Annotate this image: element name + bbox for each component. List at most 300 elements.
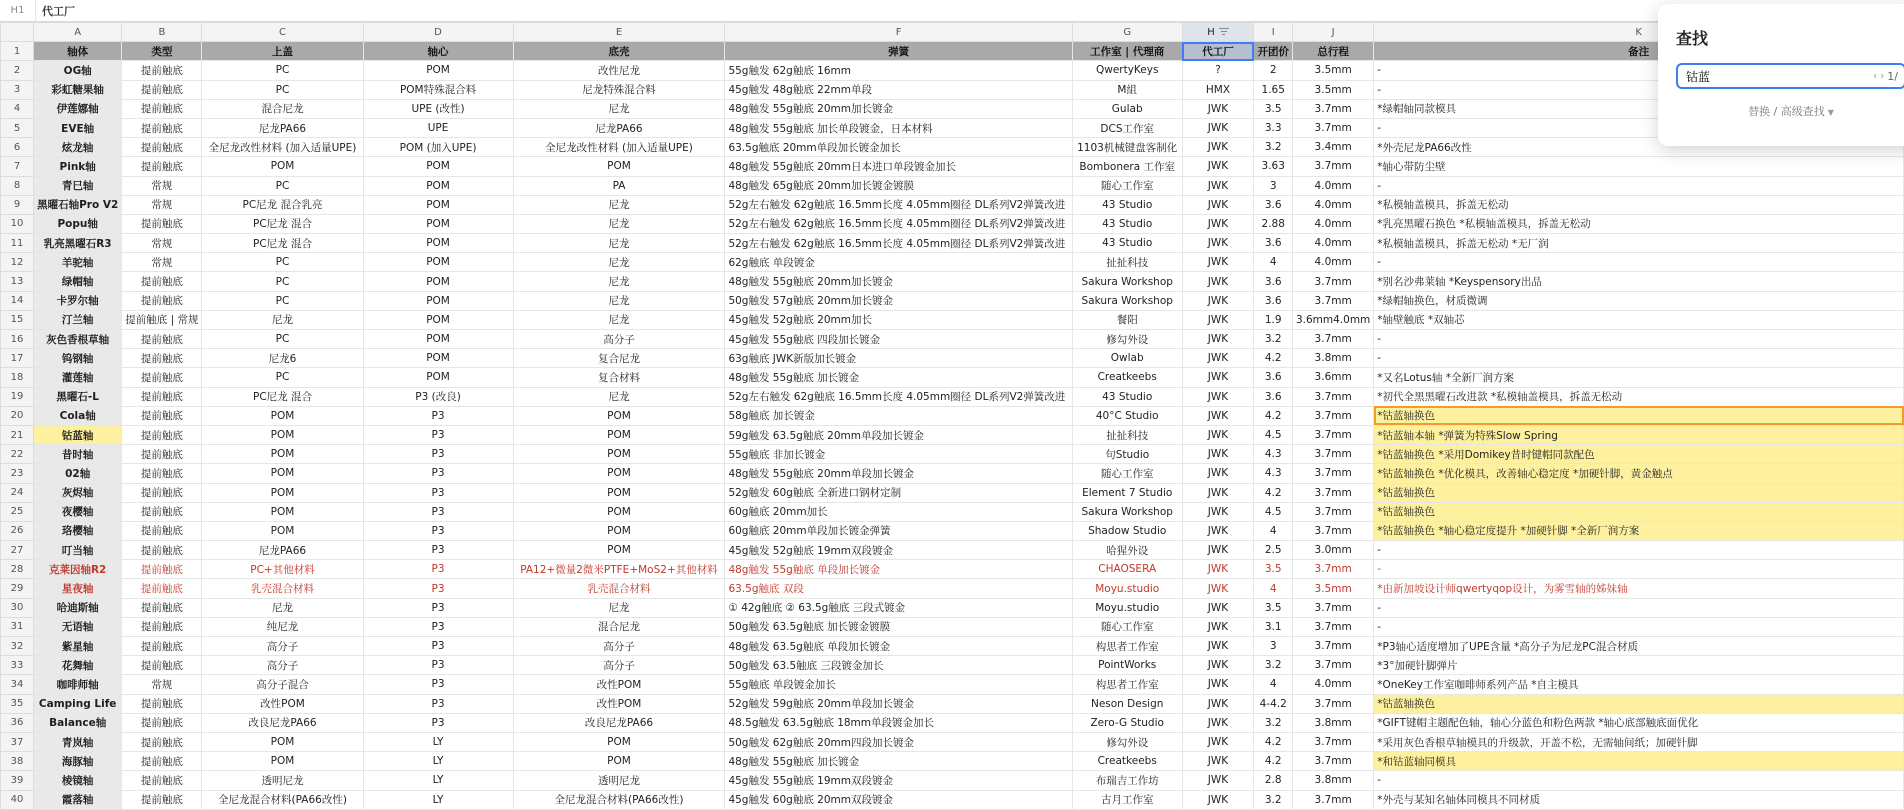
cell-e[interactable]: 尼龙 <box>513 234 725 253</box>
cell-k[interactable]: - <box>1374 61 1904 80</box>
cell-b[interactable]: 提前触底 <box>122 637 202 656</box>
cell-b[interactable]: 提前触底 <box>122 118 202 137</box>
row-number[interactable]: 11 <box>1 234 34 253</box>
cell-i[interactable]: 4.2 <box>1254 483 1293 502</box>
cell-b[interactable]: 提前触底 <box>122 732 202 751</box>
cell-k[interactable]: *钴蓝轴换色 *轴心稳定度提升 *加硬针脚 *全新厂润方案 <box>1374 521 1904 540</box>
cell-h[interactable]: JWK <box>1182 195 1254 214</box>
cell-i[interactable]: 3.63 <box>1254 157 1293 176</box>
cell-h[interactable]: JWK <box>1182 138 1254 157</box>
cell-f[interactable]: 63.5g触底 双段 <box>725 579 1072 598</box>
cell-i[interactable]: 4 <box>1254 579 1293 598</box>
cell-b[interactable]: 提前触底 <box>122 771 202 790</box>
cell-i[interactable]: 4.2 <box>1254 752 1293 771</box>
row-number[interactable]: 10 <box>1 214 34 233</box>
cell-a[interactable]: 彩虹糖果轴 <box>34 80 122 99</box>
cell-g[interactable]: Neson Design <box>1072 694 1182 713</box>
column-header-h[interactable] <box>1182 23 1254 42</box>
cell-a[interactable]: 昔时轴 <box>34 445 122 464</box>
cell-g[interactable]: 修勾外设 <box>1072 330 1182 349</box>
cell-j[interactable]: 3.7mm <box>1292 272 1373 291</box>
cell-c[interactable]: 高分子 <box>202 637 363 656</box>
cell-b[interactable]: 提前触底 <box>122 790 202 809</box>
cell-c[interactable]: PC尼龙 混合 <box>202 214 363 233</box>
cell-h[interactable]: JWK <box>1182 234 1254 253</box>
cell-e[interactable]: 改良尼龙PA66 <box>513 713 725 732</box>
cell-e[interactable]: 高分子 <box>513 656 725 675</box>
cell-f[interactable]: 45g触发 52g触底 20mm加长 <box>725 310 1072 329</box>
cell-b[interactable]: 提前触底 <box>122 214 202 233</box>
cell-c[interactable]: PC <box>202 368 363 387</box>
cell-c[interactable]: 透明尼龙 <box>202 771 363 790</box>
cell-a[interactable]: OG轴 <box>34 61 122 80</box>
cell-j[interactable]: 3.7mm <box>1292 330 1373 349</box>
row-number[interactable]: 6 <box>1 138 34 157</box>
cell-g[interactable]: QwertyKeys <box>1072 61 1182 80</box>
cell-i[interactable]: 4.5 <box>1254 425 1293 444</box>
cell-k[interactable]: *轴壁触底 *双轴芯 <box>1374 310 1904 329</box>
cell-a[interactable]: 轴体 <box>34 42 122 61</box>
cell-b[interactable]: 提前触底 <box>122 541 202 560</box>
cell-h[interactable]: JWK <box>1182 464 1254 483</box>
formula-value[interactable]: 代工厂 <box>42 4 75 18</box>
cell-h[interactable]: JWK <box>1182 656 1254 675</box>
cell-i[interactable]: 4 <box>1254 521 1293 540</box>
cell-c[interactable]: PC <box>202 272 363 291</box>
cell-d[interactable]: P3 <box>363 521 513 540</box>
cell-b[interactable]: 提前触底 <box>122 80 202 99</box>
cell-i[interactable]: 4.3 <box>1254 445 1293 464</box>
cell-c[interactable]: PC+其他材料 <box>202 560 363 579</box>
cell-d[interactable]: POM <box>363 291 513 310</box>
cell-h[interactable]: JWK <box>1182 598 1254 617</box>
column-header-i[interactable] <box>1254 23 1293 42</box>
cell-e[interactable]: POM <box>513 752 725 771</box>
cell-b[interactable]: 提前触底 <box>122 138 202 157</box>
cell-c[interactable]: POM <box>202 425 363 444</box>
cell-h[interactable]: JWK <box>1182 176 1254 195</box>
cell-e[interactable]: POM <box>513 502 725 521</box>
row-number[interactable]: 29 <box>1 579 34 598</box>
cell-i[interactable]: 4.3 <box>1254 464 1293 483</box>
cell-c[interactable]: POM <box>202 483 363 502</box>
cell-i[interactable]: 4 <box>1254 253 1293 272</box>
cell-c[interactable]: 全尼龙混合材料(PA66改性) <box>202 790 363 809</box>
cell-c[interactable]: 尼龙 <box>202 310 363 329</box>
cell-c[interactable]: PC <box>202 80 363 99</box>
cell-c[interactable]: POM <box>202 732 363 751</box>
cell-f[interactable]: 55g触发 62g触底 16mm <box>725 61 1072 80</box>
cell-h[interactable]: JWK <box>1182 752 1254 771</box>
cell-g[interactable]: 1103机械键盘客制化 <box>1072 138 1182 157</box>
cell-i[interactable]: 2.88 <box>1254 214 1293 233</box>
cell-c[interactable]: POM <box>202 502 363 521</box>
cell-a[interactable]: 伊莲娜轴 <box>34 99 122 118</box>
cell-i[interactable]: 3.6 <box>1254 387 1293 406</box>
cell-g[interactable]: Creatkeebs <box>1072 368 1182 387</box>
cell-a[interactable]: 无语轴 <box>34 617 122 636</box>
cell-k[interactable]: - <box>1374 771 1904 790</box>
cell-k[interactable]: - <box>1374 118 1904 137</box>
cell-i[interactable]: 4.2 <box>1254 732 1293 751</box>
cell-g[interactable]: Shadow Studio <box>1072 521 1182 540</box>
cell-j[interactable]: 4.0mm <box>1292 195 1373 214</box>
cell-f[interactable]: ① 42g触底 ② 63.5g触底 三段式镀金 <box>725 598 1072 617</box>
cell-e[interactable]: 尼龙特殊混合料 <box>513 80 725 99</box>
column-header-c[interactable] <box>202 23 363 42</box>
cell-a[interactable]: 青岚轴 <box>34 732 122 751</box>
cell-d[interactable]: P3 <box>363 483 513 502</box>
cell-k[interactable]: - <box>1374 541 1904 560</box>
cell-k[interactable]: *钴蓝轴换色 <box>1374 694 1904 713</box>
cell-h[interactable]: JWK <box>1182 579 1254 598</box>
cell-k[interactable]: - <box>1374 330 1904 349</box>
cell-e[interactable]: PA12+微量2微米PTFE+MoS2+其他材料 <box>513 560 725 579</box>
row-number[interactable]: 24 <box>1 483 34 502</box>
cell-d[interactable]: POM <box>363 272 513 291</box>
cell-a[interactable]: 珞樱轴 <box>34 521 122 540</box>
cell-a[interactable]: 青巳轴 <box>34 176 122 195</box>
cell-k[interactable]: *由新加坡设计师qwertyqop设计，为雾雪轴的姊妹轴 <box>1374 579 1904 598</box>
cell-k[interactable]: *绿帽轴同款模具 <box>1374 99 1904 118</box>
cell-i[interactable]: 3.5 <box>1254 99 1293 118</box>
cell-a[interactable]: Cola轴 <box>34 406 122 425</box>
cell-k[interactable]: - <box>1374 80 1904 99</box>
cell-h[interactable]: JWK <box>1182 790 1254 809</box>
cell-c[interactable]: 尼龙PA66 <box>202 541 363 560</box>
cell-h[interactable]: 代工厂 <box>1182 42 1254 61</box>
cell-j[interactable]: 4.0mm <box>1292 176 1373 195</box>
cell-k[interactable]: 备注 <box>1374 42 1904 61</box>
row-number[interactable]: 20 <box>1 406 34 425</box>
cell-f[interactable]: 60g触底 20mm单段加长镀金弹簧 <box>725 521 1072 540</box>
cell-g[interactable]: Creatkeebs <box>1072 752 1182 771</box>
cell-h[interactable]: JWK <box>1182 330 1254 349</box>
cell-a[interactable]: Popu轴 <box>34 214 122 233</box>
cell-f[interactable]: 52g左右触发 62g触底 16.5mm长度 4.05mm圈径 DL系列V2弹簧改进 <box>725 195 1072 214</box>
cell-i[interactable]: 4.2 <box>1254 349 1293 368</box>
cell-g[interactable]: Bombonera 工作室 <box>1072 157 1182 176</box>
cell-h[interactable]: HMX <box>1182 80 1254 99</box>
cell-g[interactable]: 修勾外设 <box>1072 732 1182 751</box>
find-field[interactable] <box>1676 63 1904 89</box>
cell-g[interactable]: Moyu.studio <box>1072 579 1182 598</box>
cell-g[interactable]: 扯扯科技 <box>1072 425 1182 444</box>
row-number[interactable]: 38 <box>1 752 34 771</box>
cell-h[interactable]: JWK <box>1182 387 1254 406</box>
cell-b[interactable]: 提前触底 <box>122 560 202 579</box>
cell-e[interactable]: 尼龙 <box>513 310 725 329</box>
cell-d[interactable]: P3 (改良) <box>363 387 513 406</box>
cell-f[interactable]: 48g触发 65g触底 20mm加长镀金镀膜 <box>725 176 1072 195</box>
cell-h[interactable]: JWK <box>1182 310 1254 329</box>
cell-f[interactable]: 63g触底 JWK新版加长镀金 <box>725 349 1072 368</box>
column-header-g[interactable] <box>1072 23 1182 42</box>
cell-g[interactable]: 扯扯科技 <box>1072 253 1182 272</box>
cell-j[interactable]: 3.5mm <box>1292 579 1373 598</box>
cell-e[interactable]: 全尼龙改性材料 (加入适量UPE) <box>513 138 725 157</box>
cell-c[interactable]: PC尼龙 混合 <box>202 387 363 406</box>
cell-c[interactable]: POM <box>202 157 363 176</box>
cell-k[interactable]: - <box>1374 176 1904 195</box>
cell-e[interactable]: 全尼龙混合材料(PA66改性) <box>513 790 725 809</box>
row-number[interactable]: 4 <box>1 99 34 118</box>
row-number[interactable]: 17 <box>1 349 34 368</box>
cell-f[interactable]: 50g触发 63.5触底 三段镀金加长 <box>725 656 1072 675</box>
cell-f[interactable]: 52g左右触发 62g触底 16.5mm长度 4.05mm圈径 DL系列V2弹簧改进 <box>725 234 1072 253</box>
row-number[interactable]: 35 <box>1 694 34 713</box>
cell-g[interactable]: 哈猩外设 <box>1072 541 1182 560</box>
cell-j[interactable]: 3.7mm <box>1292 99 1373 118</box>
cell-b[interactable]: 常规 <box>122 176 202 195</box>
cell-b[interactable]: 类型 <box>122 42 202 61</box>
cell-h[interactable]: JWK <box>1182 771 1254 790</box>
cell-f[interactable]: 48g触发 55g触底 20mm加长镀金 <box>725 272 1072 291</box>
cell-j[interactable]: 3.7mm <box>1292 118 1373 137</box>
cell-d[interactable]: P3 <box>363 713 513 732</box>
cell-d[interactable]: UPE (改性) <box>363 99 513 118</box>
cell-k[interactable]: *钴蓝轴换色 <box>1374 483 1904 502</box>
row-number[interactable]: 36 <box>1 713 34 732</box>
cell-a[interactable]: 叮当轴 <box>34 541 122 560</box>
cell-c[interactable]: POM <box>202 464 363 483</box>
row-number[interactable]: 39 <box>1 771 34 790</box>
cell-a[interactable]: 炫龙轴 <box>34 138 122 157</box>
row-number[interactable]: 27 <box>1 541 34 560</box>
cell-i[interactable]: 2 <box>1254 61 1293 80</box>
row-number[interactable]: 21 <box>1 425 34 444</box>
cell-e[interactable]: 高分子 <box>513 330 725 349</box>
cell-f[interactable]: 45g触发 52g触底 19mm双段镀金 <box>725 541 1072 560</box>
cell-i[interactable]: 2.8 <box>1254 771 1293 790</box>
cell-j[interactable]: 3.7mm <box>1292 291 1373 310</box>
cell-j[interactable]: 3.7mm <box>1292 637 1373 656</box>
cell-reference[interactable]: H1 <box>0 0 36 21</box>
cell-k[interactable]: *外壳尼龙PA66改性 <box>1374 138 1904 157</box>
cell-f[interactable]: 48g触发 55g触底 加长镀金 <box>725 368 1072 387</box>
cell-e[interactable]: 复合尼龙 <box>513 349 725 368</box>
cell-g[interactable]: 40°C Studio <box>1072 406 1182 425</box>
cell-c[interactable]: 尼龙 <box>202 598 363 617</box>
cell-k[interactable]: *钴蓝轴换色 <box>1374 502 1904 521</box>
cell-i[interactable]: 开团价 <box>1254 42 1293 61</box>
cell-d[interactable]: P3 <box>363 445 513 464</box>
cell-b[interactable]: 提前触底 <box>122 61 202 80</box>
formula-bar[interactable] <box>0 0 1904 22</box>
row-number[interactable]: 30 <box>1 598 34 617</box>
cell-a[interactable]: 羊驼轴 <box>34 253 122 272</box>
cell-i[interactable]: 3.2 <box>1254 713 1293 732</box>
cell-f[interactable]: 55g触底 单段镀金加长 <box>725 675 1072 694</box>
cell-i[interactable]: 4-4.2 <box>1254 694 1293 713</box>
cell-d[interactable]: P3 <box>363 675 513 694</box>
cell-a[interactable]: 夜樱轴 <box>34 502 122 521</box>
cell-d[interactable]: P3 <box>363 406 513 425</box>
cell-c[interactable]: POM <box>202 445 363 464</box>
cell-b[interactable]: 提前触底 <box>122 406 202 425</box>
cell-b[interactable]: 常规 <box>122 253 202 272</box>
cell-h[interactable]: JWK <box>1182 560 1254 579</box>
cell-j[interactable]: 3.7mm <box>1292 157 1373 176</box>
cell-i[interactable]: 2.5 <box>1254 541 1293 560</box>
cell-j[interactable]: 3.7mm <box>1292 694 1373 713</box>
cell-h[interactable]: JWK <box>1182 637 1254 656</box>
row-number[interactable]: 12 <box>1 253 34 272</box>
cell-g[interactable]: CHAOSERA <box>1072 560 1182 579</box>
cell-g[interactable]: Sakura Workshop <box>1072 272 1182 291</box>
cell-i[interactable]: 3.6 <box>1254 234 1293 253</box>
row-number[interactable]: 5 <box>1 118 34 137</box>
cell-j[interactable]: 3.7mm <box>1292 483 1373 502</box>
cell-b[interactable]: 提前触底 <box>122 464 202 483</box>
cell-i[interactable]: 3.2 <box>1254 330 1293 349</box>
cell-h[interactable]: JWK <box>1182 445 1254 464</box>
cell-j[interactable]: 总行程 <box>1292 42 1373 61</box>
cell-c[interactable]: PC <box>202 291 363 310</box>
cell-e[interactable]: 尼龙 <box>513 99 725 118</box>
row-number[interactable]: 33 <box>1 656 34 675</box>
cell-f[interactable]: 60g触底 20mm加长 <box>725 502 1072 521</box>
cell-i[interactable]: 1.9 <box>1254 310 1293 329</box>
cell-f[interactable]: 48g触发 55g触底 加长单段镀金，日本材料 <box>725 118 1072 137</box>
cell-e[interactable]: POM <box>513 445 725 464</box>
cell-e[interactable]: POM <box>513 406 725 425</box>
cell-b[interactable]: 提前触底 <box>122 349 202 368</box>
cell-e[interactable]: 复合材料 <box>513 368 725 387</box>
cell-c[interactable]: 纯尼龙 <box>202 617 363 636</box>
cell-f[interactable]: 48g触发 55g触底 20mm单段加长镀金 <box>725 464 1072 483</box>
cell-h[interactable]: JWK <box>1182 713 1254 732</box>
cell-a[interactable]: 灌莲轴 <box>34 368 122 387</box>
cell-j[interactable]: 3.7mm <box>1292 464 1373 483</box>
cell-f[interactable]: 63.5g触底 20mm单段加长镀金加长 <box>725 138 1072 157</box>
cell-a[interactable]: 哈迪斯轴 <box>34 598 122 617</box>
cell-f[interactable]: 48g触发 55g触底 20mm加长镀金 <box>725 99 1072 118</box>
cell-k[interactable]: *和钴蓝轴同模具 <box>1374 752 1904 771</box>
cell-d[interactable]: POM <box>363 253 513 272</box>
cell-f[interactable]: 弹簧 <box>725 42 1072 61</box>
cell-i[interactable]: 3.6 <box>1254 368 1293 387</box>
cell-g[interactable]: 古月工作室 <box>1072 790 1182 809</box>
corner-cell[interactable] <box>1 23 34 42</box>
cell-d[interactable]: POM <box>363 310 513 329</box>
cell-b[interactable]: 提前触底 <box>122 330 202 349</box>
cell-b[interactable]: 提前触底 | 常规 <box>122 310 202 329</box>
cell-h[interactable]: JWK <box>1182 157 1254 176</box>
cell-i[interactable]: 3 <box>1254 176 1293 195</box>
cell-h[interactable]: JWK <box>1182 368 1254 387</box>
cell-c[interactable]: 高分子混合 <box>202 675 363 694</box>
cell-i[interactable]: 4.2 <box>1254 406 1293 425</box>
cell-g[interactable]: 句Studio <box>1072 445 1182 464</box>
cell-h[interactable]: JWK <box>1182 349 1254 368</box>
cell-a[interactable]: EVE轴 <box>34 118 122 137</box>
cell-f[interactable]: 45g触发 60g触底 20mm双段镀金 <box>725 790 1072 809</box>
cell-h[interactable]: JWK <box>1182 502 1254 521</box>
cell-e[interactable]: 改性尼龙 <box>513 61 725 80</box>
cell-a[interactable]: 灰色香根草轴 <box>34 330 122 349</box>
cell-d[interactable]: POM <box>363 368 513 387</box>
cell-b[interactable]: 常规 <box>122 675 202 694</box>
cell-h[interactable]: ? <box>1182 61 1254 80</box>
cell-g[interactable]: 布瑞吉工作坊 <box>1072 771 1182 790</box>
cell-i[interactable]: 3.3 <box>1254 118 1293 137</box>
cell-a[interactable]: 克莱因轴R2 <box>34 560 122 579</box>
cell-f[interactable]: 48g触发 55g触底 加长镀金 <box>725 752 1072 771</box>
cell-g[interactable]: M組 <box>1072 80 1182 99</box>
cell-d[interactable]: P3 <box>363 464 513 483</box>
cell-k[interactable]: *初代全黑黑曜石改进款 *私模轴盖模具，拆盖无松动 <box>1374 387 1904 406</box>
row-number[interactable]: 32 <box>1 637 34 656</box>
cell-b[interactable]: 提前触底 <box>122 99 202 118</box>
cell-b[interactable]: 提前触底 <box>122 368 202 387</box>
cell-h[interactable]: JWK <box>1182 253 1254 272</box>
cell-c[interactable]: 尼龙6 <box>202 349 363 368</box>
cell-i[interactable]: 1.65 <box>1254 80 1293 99</box>
cell-i[interactable]: 3.2 <box>1254 790 1293 809</box>
cell-d[interactable]: UPE <box>363 118 513 137</box>
cell-d[interactable]: P3 <box>363 425 513 444</box>
cell-d[interactable]: POM <box>363 176 513 195</box>
cell-c[interactable]: PC <box>202 330 363 349</box>
cell-g[interactable]: 工作室 | 代理商 <box>1072 42 1182 61</box>
cell-b[interactable]: 提前触底 <box>122 445 202 464</box>
cell-d[interactable]: P3 <box>363 598 513 617</box>
cell-h[interactable]: JWK <box>1182 99 1254 118</box>
cell-k[interactable]: *钴蓝轴换色 *优化模具，改善轴心稳定度 *加硬针脚，黄金触点 <box>1374 464 1904 483</box>
cell-i[interactable]: 3.1 <box>1254 617 1293 636</box>
cell-c[interactable]: PC <box>202 176 363 195</box>
cell-k[interactable]: *钴蓝轴本轴 *弹簧为特殊Slow Spring <box>1374 425 1904 444</box>
cell-j[interactable]: 3.7mm <box>1292 560 1373 579</box>
cell-d[interactable]: P3 <box>363 694 513 713</box>
cell-a[interactable]: 棱镜轴 <box>34 771 122 790</box>
cell-a[interactable]: 绿帽轴 <box>34 272 122 291</box>
row-number[interactable]: 18 <box>1 368 34 387</box>
cell-f[interactable]: 48g触发 55g触底 20mm日本进口单段镀金加长 <box>725 157 1072 176</box>
cell-d[interactable]: P3 <box>363 617 513 636</box>
cell-j[interactable]: 3.7mm <box>1292 406 1373 425</box>
row-number[interactable]: 13 <box>1 272 34 291</box>
cell-c[interactable]: PC尼龙 混合 <box>202 234 363 253</box>
column-header-f[interactable] <box>725 23 1072 42</box>
cell-j[interactable]: 3.0mm <box>1292 541 1373 560</box>
cell-k[interactable]: - <box>1374 598 1904 617</box>
cell-c[interactable]: 全尼龙改性材料 (加入适量UPE) <box>202 138 363 157</box>
cell-e[interactable]: 尼龙 <box>513 253 725 272</box>
cell-g[interactable]: Element 7 Studio <box>1072 483 1182 502</box>
column-header-d[interactable] <box>363 23 513 42</box>
cell-c[interactable]: POM <box>202 521 363 540</box>
cell-f[interactable]: 45g触发 55g触底 四段加长镀金 <box>725 330 1072 349</box>
row-number[interactable]: 31 <box>1 617 34 636</box>
cell-a[interactable]: 星夜轴 <box>34 579 122 598</box>
cell-g[interactable]: 构思者工作室 <box>1072 675 1182 694</box>
cell-b[interactable]: 提前触底 <box>122 291 202 310</box>
row-number[interactable]: 37 <box>1 732 34 751</box>
cell-k[interactable]: - <box>1374 560 1904 579</box>
cell-d[interactable]: LY <box>363 752 513 771</box>
cell-j[interactable]: 3.7mm <box>1292 502 1373 521</box>
cell-f[interactable]: 52g触发 59g触底 20mm单段加长镀金 <box>725 694 1072 713</box>
cell-b[interactable]: 提前触底 <box>122 521 202 540</box>
cell-h[interactable]: JWK <box>1182 541 1254 560</box>
cell-j[interactable]: 3.7mm <box>1292 752 1373 771</box>
cell-e[interactable]: 尼龙 <box>513 598 725 617</box>
cell-g[interactable]: Zero-G Studio <box>1072 713 1182 732</box>
cell-g[interactable]: Owlab <box>1072 349 1182 368</box>
cell-k[interactable]: *GIFT键帽主题配色轴，轴心分蓝色和粉色两款 *轴心底部触底面优化 <box>1374 713 1904 732</box>
